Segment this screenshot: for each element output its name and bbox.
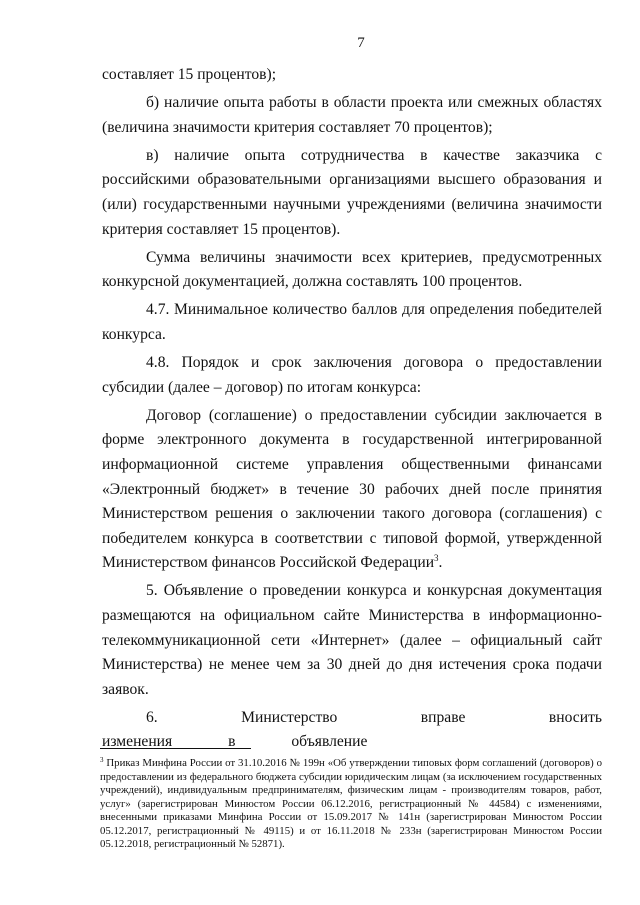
document-body bbox=[102, 63, 602, 759]
footnote-text: Приказ Минфина России от 31.10.2016 № 199н «Об утверждении типовых форм соглашений (договоров) о предоставлении из федерального бюджета субсидии юридическим лицам (за исключением государственных учреждений), индивидуальным предпринимателям, физическим лицам - производителям товаров, работ, услуг» (зарегистрирован Минюстом России 06.12.2016, регистрационный № 44584) с изменениями, внесенными приказами Минфина России от 15.09.2017 № 141н (зарегистрирован Минюстом России 05.12.2017, регистрационный № 49115) и от 16.11.2018 № 233н (зарегистрирован Минюстом России 05.12.2018, регистрационный № 52871). bbox=[100, 757, 602, 850]
paragraph-agreement bbox=[102, 404, 602, 576]
paragraph-4-8: 4.8. Порядок и срок заключения договора о предоставлении субсидии (далее – договор) по итогам конкурса: bbox=[102, 354, 602, 396]
paragraph-criterion-a-end: составляет 15 процентов); bbox=[102, 66, 277, 83]
footnote-separator bbox=[100, 748, 251, 749]
paragraph-5: 5. Объявление о проведении конкурса и конкурсная документация размещаются на официальном сайте Министерства в информационно-телекоммуникационной сети «Интернет» (далее – официальный сайт Министерства) не менее чем за 30 дней до дня истечения срока подачи заявок. bbox=[102, 582, 602, 698]
agreement-text: Договор (соглашение) о предоставлении субсидии заключается в форме электронного документа в государственной интегрированной информационной системе управления общественными финансами «Электронный бюджет» в течение 30 рабочих дней после принятия Министерством решения о заключении такого договора (соглашения) с победителем конкурса в соответствии с типовой формой, утвержденной Министерством финансов Российской Федерации bbox=[102, 406, 602, 572]
paragraph-criteria-sum: Сумма величины значимости всех критериев, предусмотренных конкурсной документацией, должна составлять 100 процентов. bbox=[102, 248, 602, 291]
footnote bbox=[100, 754, 602, 852]
paragraph-criterion-b: б) наличие опыта работы в области проекта или смежных областях (величина значимости критерия составляет 70 процентов); bbox=[102, 94, 602, 136]
paragraph-4-7: 4.7. Минимальное количество баллов для определения победителей конкурса. bbox=[102, 301, 602, 343]
paragraph-criterion-c: в) наличие опыта сотрудничества в качестве заказчика с российскими образовательными организациями высшего образования и (или) государственными научными учреждениями (величина значимости критерия составляет 15 процентов). bbox=[102, 146, 602, 238]
agreement-text-end: . bbox=[438, 554, 443, 572]
page-number: 7 bbox=[357, 35, 365, 51]
paragraph-6: 6. Министерство вправе вносить изменения в объявление bbox=[102, 708, 602, 751]
footnote-mark: 3 bbox=[100, 756, 104, 764]
footnote-reference[interactable]: 3 bbox=[434, 553, 439, 564]
